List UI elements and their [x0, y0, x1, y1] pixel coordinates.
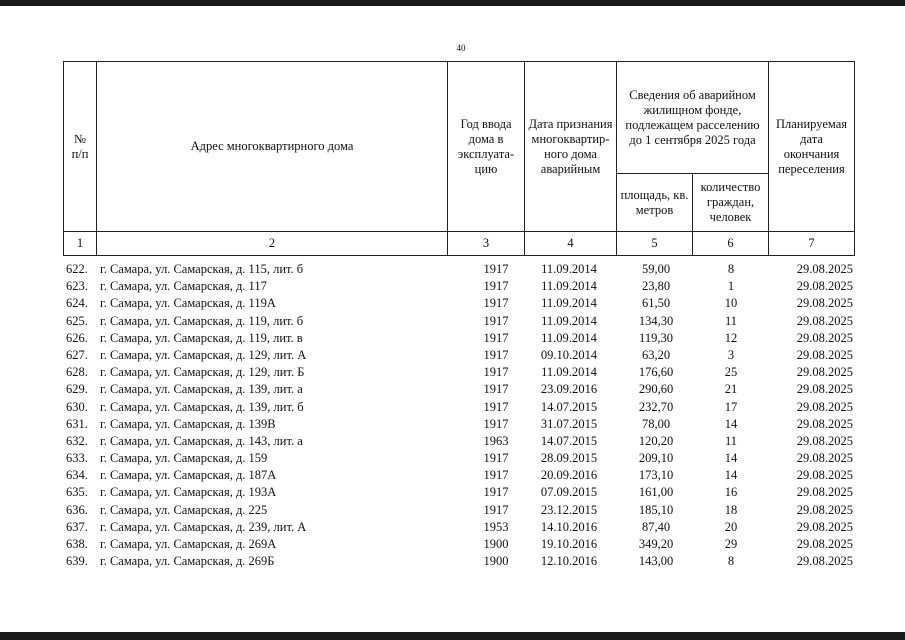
table-body	[63, 261, 854, 570]
row-year: 1953	[483, 519, 509, 534]
row-end-date: 29.08.2025	[796, 554, 853, 569]
row-date: 23.09.2016	[540, 382, 598, 397]
row-date: 19.10.2016	[540, 537, 598, 551]
row-year: 1917	[483, 262, 509, 276]
table-row	[63, 536, 854, 553]
row-year: 1917	[483, 279, 509, 294]
row-date: 11.09.2014	[541, 365, 597, 380]
row-number: 634.	[66, 468, 88, 483]
row-people: 29	[724, 537, 738, 551]
row-number: 628.	[66, 365, 88, 380]
row-address: г. Самара, ул. Самарская, д. 139, лит. б	[100, 399, 304, 414]
row-number: 639.	[66, 554, 88, 569]
row-address: г. Самара, ул. Самарская, д. 225	[100, 502, 268, 517]
row-number: 623.	[66, 279, 88, 294]
row-date: 07.09.2015	[540, 485, 598, 500]
row-end-date: 29.08.2025	[796, 416, 853, 431]
row-end-date: 29.08.2025	[796, 468, 853, 483]
row-address: г. Самара, ул. Самарская, д. 269А	[100, 537, 277, 551]
row-address: г. Самара, ул. Самарская, д. 269Б	[100, 554, 275, 569]
table-row	[63, 484, 854, 501]
row-number: 633.	[66, 451, 88, 466]
row-people: 16	[724, 485, 738, 500]
row-year: 1917	[483, 347, 509, 362]
row-date: 11.09.2014	[541, 279, 597, 294]
header-area-label: площадь, кв. метров	[620, 187, 689, 217]
column-number-3: 3	[448, 232, 525, 256]
row-end-date: 29.08.2025	[796, 485, 853, 500]
row-date: 28.09.2015	[540, 451, 598, 466]
row-area: 176,60	[638, 365, 674, 380]
row-area: 134,30	[638, 313, 674, 328]
row-area: 120,20	[638, 433, 674, 448]
row-date: 12.10.2016	[540, 554, 598, 569]
header-address-label: Адрес многоквартирного дома	[190, 139, 354, 153]
header-end-date	[769, 62, 855, 232]
row-number: 624.	[66, 296, 88, 311]
row-people: 21	[724, 382, 738, 397]
table-row	[63, 416, 854, 433]
row-date: 11.09.2014	[541, 296, 597, 311]
row-year: 1917	[483, 485, 509, 500]
row-address: г. Самара, ул. Самарская, д. 239, лит. А	[100, 519, 307, 534]
row-people: 3	[727, 347, 735, 362]
row-address: г. Самара, ул. Самарская, д. 115, лит. б	[100, 262, 304, 276]
header-people-label: количество граждан, человек	[700, 180, 761, 224]
row-area: 119,30	[639, 330, 673, 345]
row-end-date: 29.08.2025	[796, 399, 853, 414]
row-date: 11.09.2014	[541, 262, 597, 276]
row-year: 1917	[483, 399, 509, 414]
row-number: 638.	[66, 537, 88, 551]
header-year	[448, 62, 525, 232]
row-year: 1917	[483, 451, 509, 466]
row-area: 61,50	[641, 296, 671, 311]
row-address: г. Самара, ул. Самарская, д. 143, лит. а	[100, 433, 303, 448]
row-year: 1917	[483, 365, 509, 380]
row-number: 631.	[66, 416, 88, 431]
row-date: 11.09.2014	[541, 330, 597, 345]
table-row	[63, 347, 854, 364]
row-year: 1917	[483, 382, 509, 397]
row-year: 1917	[483, 416, 509, 431]
row-year: 1963	[483, 433, 509, 448]
row-end-date: 29.08.2025	[796, 537, 853, 551]
row-people: 14	[724, 468, 738, 483]
row-people: 8	[727, 554, 735, 569]
header-fund-label: Сведения об аварийном жилищном фонде, подлежащем расселению до 1 сентября 2025 года	[625, 87, 760, 147]
row-address: г. Самара, ул. Самарская, д. 139В	[100, 416, 276, 431]
table-header	[63, 61, 855, 256]
row-people: 10	[724, 296, 738, 311]
row-end-date: 29.08.2025	[796, 382, 853, 397]
row-end-date: 29.08.2025	[796, 433, 853, 448]
table-row	[63, 364, 854, 381]
row-address: г. Самара, ул. Самарская, д. 117	[100, 279, 267, 294]
row-area: 290,60	[638, 382, 674, 397]
row-address: г. Самара, ул. Самарская, д. 129, лит. Б	[100, 365, 305, 380]
row-end-date: 29.08.2025	[796, 296, 853, 311]
row-number: 627.	[66, 347, 88, 362]
row-area: 209,10	[638, 451, 674, 466]
row-area: 59,00	[641, 262, 671, 276]
row-people: 14	[724, 451, 738, 466]
column-number-1: 1	[64, 232, 97, 256]
row-end-date: 29.08.2025	[796, 451, 853, 466]
row-address: г. Самара, ул. Самарская, д. 119, лит. б	[100, 313, 304, 328]
header-number	[64, 62, 97, 232]
row-people: 11	[724, 313, 738, 328]
row-area: 232,70	[638, 399, 674, 414]
row-date: 14.10.2016	[540, 519, 598, 534]
table-row	[63, 433, 854, 450]
table-row	[63, 467, 854, 484]
table-row	[63, 261, 854, 278]
row-address: г. Самара, ул. Самарская, д. 159	[100, 451, 268, 466]
page-number: 40	[456, 43, 466, 53]
header-address	[97, 62, 448, 232]
row-date: 11.09.2014	[541, 313, 597, 328]
row-people: 17	[724, 399, 738, 414]
row-people: 14	[724, 416, 738, 431]
row-people: 25	[724, 365, 738, 380]
row-date: 09.10.2014	[540, 347, 598, 362]
header-end-date-label: Планируемая дата окончания переселения	[775, 116, 848, 176]
row-date: 20.09.2016	[540, 468, 598, 483]
header-people	[693, 174, 769, 232]
bottom-border-bar	[0, 632, 905, 640]
table-row	[63, 295, 854, 312]
row-area: 63,20	[641, 347, 671, 362]
column-number-5: 5	[617, 232, 693, 256]
row-date: 31.07.2015	[540, 416, 598, 431]
row-number: 626.	[66, 330, 88, 345]
row-end-date: 29.08.2025	[796, 365, 853, 380]
row-area: 23,80	[641, 279, 671, 294]
table-row	[63, 399, 854, 416]
row-address: г. Самара, ул. Самарская, д. 193А	[100, 485, 277, 500]
row-area: 78,00	[641, 416, 671, 431]
row-people: 18	[724, 502, 738, 517]
row-date: 14.07.2015	[540, 399, 598, 414]
table-row	[63, 450, 854, 467]
row-end-date: 29.08.2025	[796, 502, 853, 517]
row-address: г. Самара, ул. Самарская, д. 119, лит. в	[100, 330, 303, 345]
row-year: 1917	[483, 502, 509, 517]
row-number: 625.	[66, 313, 88, 328]
row-year: 1917	[483, 468, 509, 483]
row-end-date: 29.08.2025	[796, 313, 853, 328]
row-address: г. Самара, ул. Самарская, д. 139, лит. а	[100, 382, 303, 397]
row-people: 1	[727, 279, 735, 294]
row-address: г. Самара, ул. Самарская, д. 119А	[100, 296, 276, 311]
row-number: 622.	[66, 262, 88, 276]
row-address: г. Самара, ул. Самарская, д. 187А	[100, 468, 277, 483]
row-area: 349,20	[638, 537, 674, 551]
table-row	[63, 313, 854, 330]
row-number: 632.	[66, 433, 88, 448]
row-number: 635.	[66, 485, 88, 500]
column-number-4: 4	[525, 232, 617, 256]
top-border-bar	[0, 0, 905, 6]
table-row	[63, 278, 854, 295]
header-year-label: Год ввода дома в эксплуата-цию	[457, 116, 515, 176]
header-area	[617, 174, 693, 232]
row-year: 1900	[483, 537, 509, 551]
row-year: 1917	[483, 330, 509, 345]
row-number: 629.	[66, 382, 88, 397]
header-fund	[617, 62, 769, 174]
row-people: 20	[724, 519, 738, 534]
table-row	[63, 330, 854, 347]
row-area: 87,40	[641, 519, 671, 534]
column-number-6: 6	[693, 232, 769, 256]
header-number-label: № п/п	[71, 131, 89, 161]
row-end-date: 29.08.2025	[796, 347, 853, 362]
row-address: г. Самара, ул. Самарская, д. 129, лит. А	[100, 347, 307, 362]
row-date: 23.12.2015	[540, 502, 598, 517]
header-date	[525, 62, 617, 232]
row-end-date: 29.08.2025	[796, 519, 853, 534]
row-area: 143,00	[638, 554, 674, 569]
column-number-2: 2	[97, 232, 448, 256]
row-number: 637.	[66, 519, 88, 534]
row-year: 1917	[483, 296, 509, 311]
row-area: 161,00	[638, 485, 674, 500]
row-end-date: 29.08.2025	[796, 262, 853, 276]
row-year: 1900	[483, 554, 509, 569]
row-people: 12	[724, 330, 738, 345]
row-people: 8	[727, 262, 735, 276]
table-row	[63, 553, 854, 570]
row-date: 14.07.2015	[540, 433, 598, 448]
row-people: 11	[724, 433, 738, 448]
table-row	[63, 519, 854, 536]
table-row	[63, 502, 854, 519]
table-row	[63, 381, 854, 398]
row-area: 185,10	[638, 502, 674, 517]
row-end-date: 29.08.2025	[796, 279, 853, 294]
header-date-label: Дата признания многоквартир-ного дома аварийным	[528, 116, 613, 176]
row-end-date: 29.08.2025	[796, 330, 853, 345]
row-number: 630.	[66, 399, 88, 414]
row-year: 1917	[483, 313, 509, 328]
column-number-7: 7	[769, 232, 855, 256]
row-area: 173,10	[638, 468, 674, 483]
row-number: 636.	[66, 502, 88, 517]
